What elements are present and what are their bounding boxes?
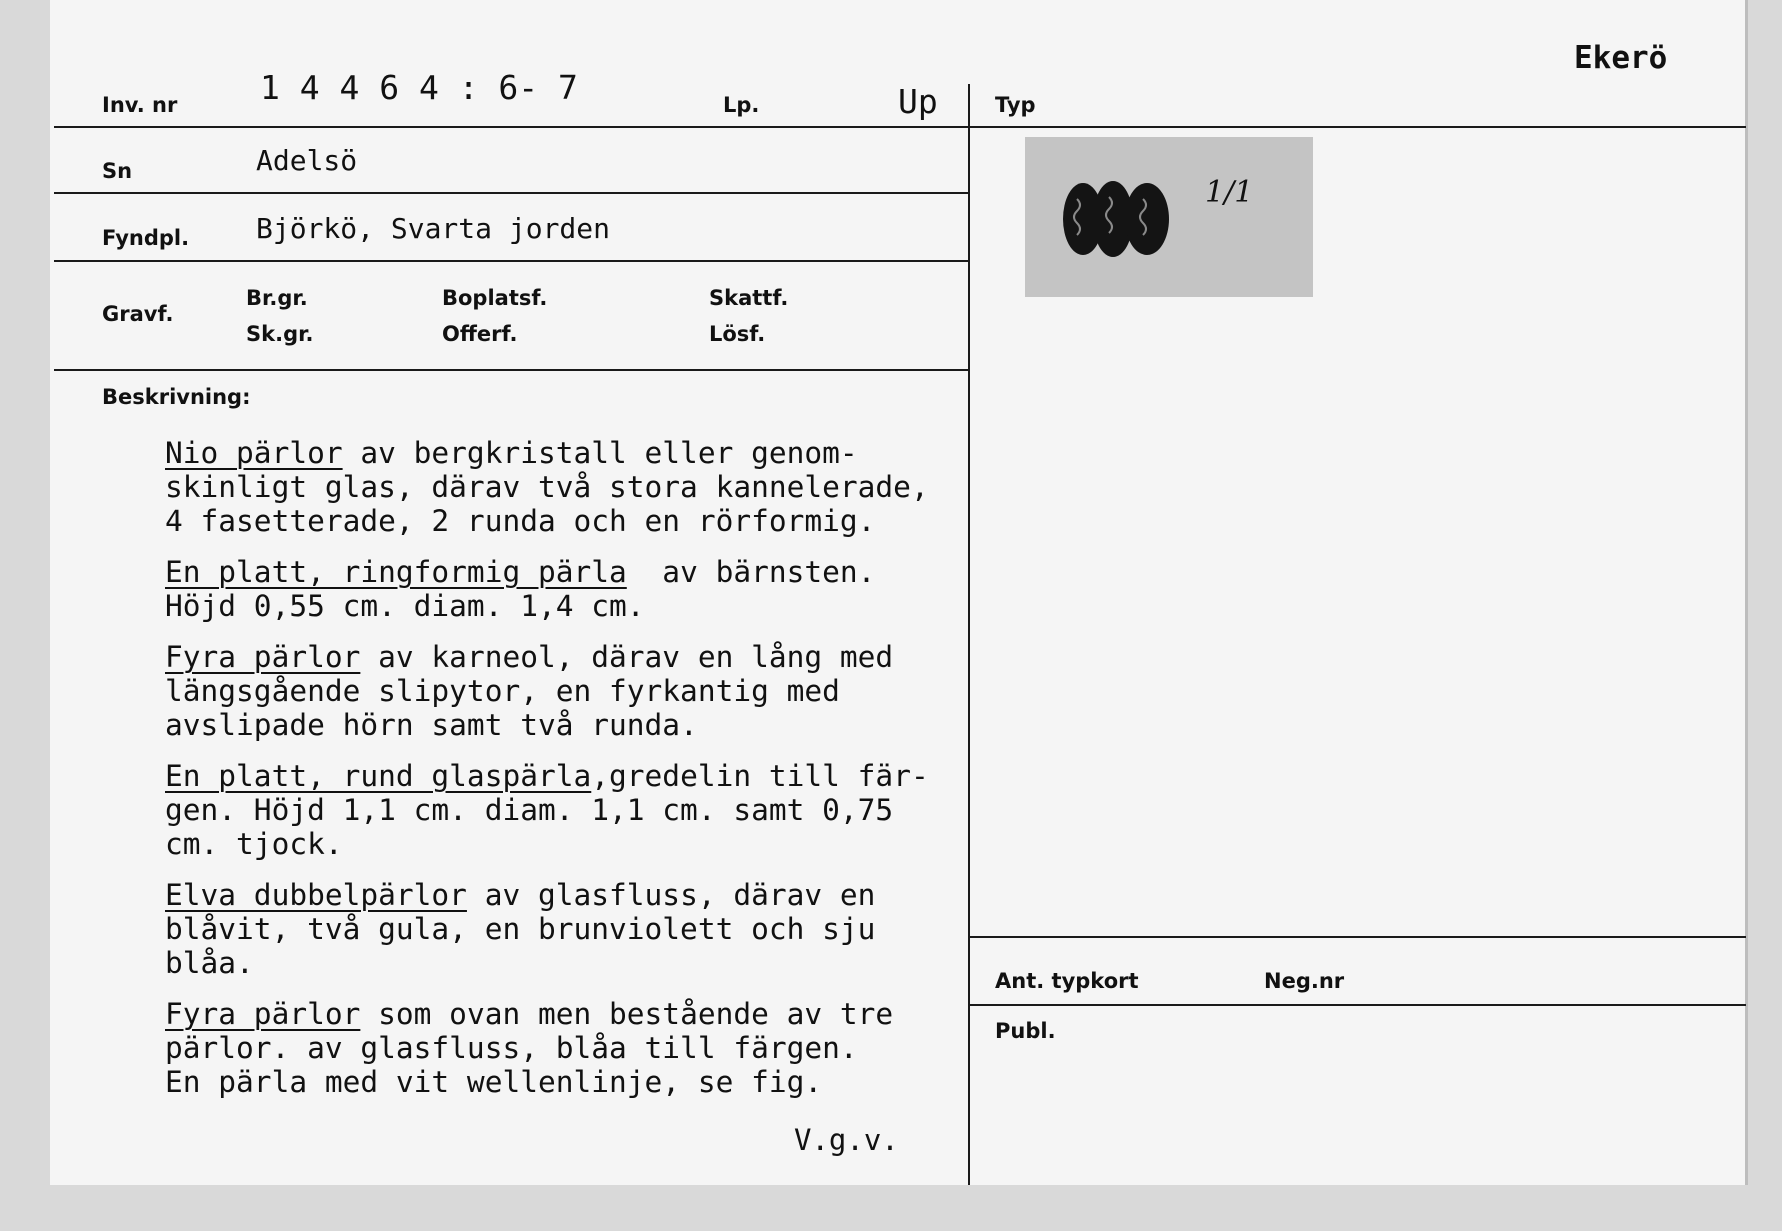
rule-fyndpl xyxy=(54,260,970,262)
fyndpl-value: Björkö, Svarta jorden xyxy=(256,212,611,245)
description-paragraph xyxy=(165,759,1045,861)
region-name: Ekerö xyxy=(1574,40,1668,76)
gravf-option-skattf: Skattf. xyxy=(709,286,789,310)
inv-nr-label: Inv. nr xyxy=(102,93,178,117)
signature: V.g.v. xyxy=(794,1123,899,1157)
neg-nr-label: Neg.nr xyxy=(1264,969,1345,993)
item-text: ,gredelin till fär- gen. Höjd 1,1 cm. diam. 1,1 cm. samt 0,75 cm. tjock. xyxy=(165,759,929,861)
description-text xyxy=(165,436,1045,1116)
fyndpl-label: Fyndpl. xyxy=(102,226,190,250)
item-heading: Fyra pärlor xyxy=(165,997,361,1031)
typ-label: Typ xyxy=(995,93,1036,117)
beskrivning-label: Beskrivning: xyxy=(102,385,251,409)
ant-typkort-label: Ant. typkort xyxy=(995,969,1139,993)
description-paragraph xyxy=(165,997,1045,1099)
item-text: av bärnsten. Höjd 0,55 cm. diam. 1,4 cm. xyxy=(165,555,876,623)
gravf-option-skgr: Sk.gr. xyxy=(246,322,314,346)
rule-sn xyxy=(54,192,970,194)
item-heading: Elva dubbelpärlor xyxy=(165,878,467,912)
item-text: av glasfluss, därav en blåvit, två gula, en brunviolett och sju blåa. xyxy=(165,878,876,980)
description-paragraph xyxy=(165,436,1045,538)
rule-ant-typkort xyxy=(970,936,1746,938)
item-text: av bergkristall eller genom- skinligt glas, därav två stora kannelerade, 4 fasetterade, 2 runda och en rörformig. xyxy=(165,436,929,538)
gravf-option-losf: Lösf. xyxy=(709,322,766,346)
rule-neg-nr xyxy=(970,1004,1746,1006)
sn-label: Sn xyxy=(102,159,133,183)
item-heading: Nio pärlor xyxy=(165,436,343,470)
bead-image xyxy=(1061,179,1191,259)
item-heading: En platt, ringformig pärla xyxy=(165,555,627,589)
scale-note: 1/1 xyxy=(1205,175,1254,210)
gravf-option-offerf: Offerf. xyxy=(442,322,518,346)
sn-value: Adelsö xyxy=(256,144,358,177)
rule-typ xyxy=(970,126,1746,128)
publ-label: Publ. xyxy=(995,1019,1056,1043)
gravf-option-brgr: Br.gr. xyxy=(246,286,308,310)
description-paragraph xyxy=(165,878,1045,980)
catalog-card xyxy=(50,0,1748,1185)
bead-photo xyxy=(1025,137,1313,297)
lp-value: Up xyxy=(898,82,938,121)
gravf-option-boplatsf: Boplatsf. xyxy=(442,286,548,310)
gravf-label: Gravf. xyxy=(102,302,174,326)
rule-gravf xyxy=(54,369,970,371)
description-paragraph xyxy=(165,640,1045,742)
inv-nr-value: 1 4 4 6 4 : 6- 7 xyxy=(260,68,578,107)
item-heading: En platt, rund glaspärla xyxy=(165,759,592,793)
item-text: av karneol, därav en lång med längsgående slipytor, en fyrkantig med avslipade hörn samt två runda. xyxy=(165,640,894,742)
item-text: som ovan men bestående av tre pärlor. av glasfluss, blåa till färgen. En pärla med vit wellenlinje, se fig. xyxy=(165,997,894,1099)
item-heading: Fyra pärlor xyxy=(165,640,361,674)
description-paragraph xyxy=(165,555,1045,623)
lp-label: Lp. xyxy=(723,93,760,117)
rule-invnr xyxy=(54,126,970,128)
